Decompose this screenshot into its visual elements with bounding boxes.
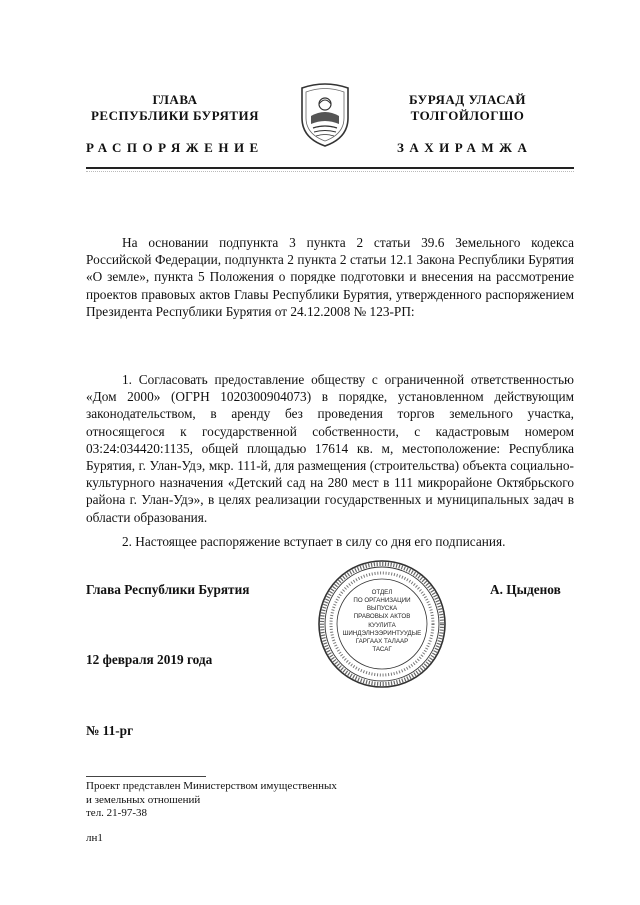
footer-line-1: Проект представлен Министерством имущественных bbox=[86, 780, 337, 792]
issuer-title-russian bbox=[80, 92, 270, 124]
document-type-buryat: ЗАХИРАМЖА bbox=[397, 140, 533, 155]
document-date: 12 февраля 2019 года bbox=[86, 652, 213, 667]
seal-line: ПО ОРГАНИЗАЦИИ bbox=[353, 597, 411, 604]
seal-line: ШИНДЭЛНЭЭРИНТУУДЫЕ bbox=[342, 630, 422, 637]
footer-code: лн1 bbox=[86, 832, 103, 844]
issuer-line-2: РЕСПУБЛИКИ БУРЯТИЯ bbox=[90, 108, 260, 123]
document-number: № 11-рг bbox=[86, 723, 134, 738]
footer-divider bbox=[86, 776, 206, 777]
seal-line: ТАСАГ bbox=[372, 646, 392, 653]
seal-line: ОТДЕЛ bbox=[371, 589, 393, 596]
footer-line-2: и земельных отношений bbox=[86, 793, 201, 806]
clause-2-paragraph: 2. Настоящее распоряжение вступает в силу со дня его подписания. bbox=[122, 534, 506, 549]
seal-line: ВЫПУСКА bbox=[366, 605, 398, 612]
issuer-buryat-line-2: ТОЛГОЙЛОГШО bbox=[410, 108, 525, 123]
official-seal-icon bbox=[316, 558, 448, 690]
signatory-title: Глава Республики Бурятия bbox=[86, 582, 250, 597]
header-dotted-divider bbox=[86, 171, 574, 173]
preamble-paragraph: На основании подпункта 3 пункта 2 статьи 39.6 Земельного кодекса Российской Федерации, подпункта 2 пункта 2 статьи 12.1 Закона Республики Бурятия «О земле», пункта 5 Положения о порядке подготовки и внесения на рассмотрение проектов правовых актов Главы Республики Бурятия, утвержденного распоряжением Президента Республики Бурятия от 24.12.2008 № 123-РП: bbox=[86, 235, 574, 319]
header-divider bbox=[86, 167, 574, 169]
issuer-buryat-line-1: БУРЯАД УЛАСАЙ bbox=[409, 92, 526, 107]
seal-line: КУУЛИТА bbox=[368, 622, 396, 629]
issuer-title-buryat bbox=[380, 92, 555, 124]
footer-note bbox=[86, 780, 337, 821]
footer-phone: тел. 21-97-38 bbox=[86, 807, 148, 819]
issuer-line-1: ГЛАВА bbox=[152, 92, 198, 107]
seal-line: ГАРГААХ ТАЛААР bbox=[355, 638, 409, 645]
clause-1-paragraph: 1. Согласовать предоставление обществу с ограниченной ответственностью «Дом 2000» (ОГРН 1020300904073) в порядке, установленном действующим законодательством, в аренду без проведения торгов земельного участка, относящегося к государственной собственности, с кадастровым номером 03:24:034420:1135, общей площадью 17614 кв. м, местоположение: Республика Бурятия, г. Улан-Удэ, мкр. 111-й, для размещения (строительства) объекта социально-культурного назначения «Детский сад на 280 мест в 111 микрорайоне Октябрьского района г. Улан-Удэ», в целях реализации государственных и муниципальных задач в области образования. bbox=[86, 372, 574, 525]
seal-line: ПРАВОВЫХ АКТОВ bbox=[353, 613, 411, 620]
document-type-russian: РАСПОРЯЖЕНИЕ bbox=[86, 140, 264, 155]
signatory-name: А. Цыденов bbox=[490, 582, 561, 597]
coat-of-arms-icon bbox=[296, 82, 354, 148]
